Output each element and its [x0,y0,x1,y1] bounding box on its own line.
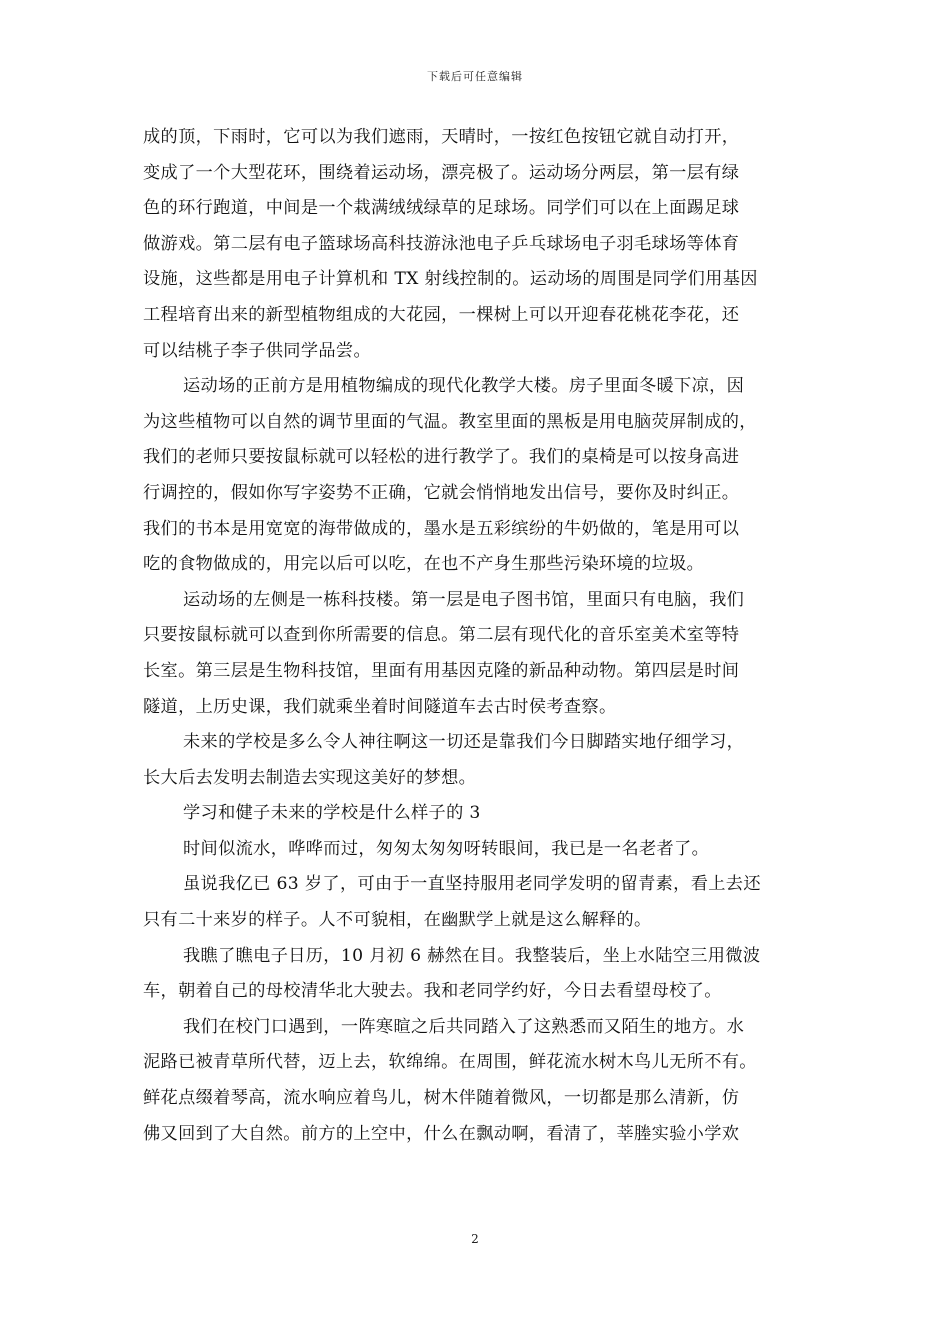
text-line: 泥路已被青草所代替，迈上去，软绵绵。在周围，鲜花流水树木鸟儿无所不有。 [143,1052,757,1073]
text-line: 成的顶，下雨时，它可以为我们遮雨，天晴时，一按红色按钮它就自动打开， [143,127,740,147]
document-body [143,120,823,1152]
text-line: 设施，这些都是用电子计算机和 TX 射线控制的。运动场的周围是同学们用基因 [143,269,758,290]
text-line: 运动场的正前方是用植物编成的现代化教学大楼。房子里面冬暖下凉，因 [183,376,745,397]
text-line: 佛又回到了大自然。前方的上空中，什么在飘动啊，看清了，莘塍实验小学欢 [143,1123,740,1144]
text-line: 长室。第三层是生物科技馆，里面有用基因克隆的新品种动物。第四层是时间 [143,660,740,681]
text-line: 学习和健子未来的学校是什么样子的 3 [183,803,481,824]
text-line: 运动场的左侧是一栋科技楼。第一层是电子图书馆，里面只有电脑，我们 [183,589,745,610]
text-line: 我们的老师只要按鼠标就可以轻松的进行教学了。我们的桌椅是可以按身高进 [143,447,740,468]
page-number: 2 [471,1232,479,1246]
text-line: 我们在校门口遇到，一阵寒暄之后共同踏入了这熟悉而又陌生的地方。水 [183,1016,745,1037]
text-line: 为这些植物可以自然的调节里面的气温。教室里面的黑板是用电脑荧屏制成的， [143,411,757,432]
text-line: 鲜花点缀着琴高，流水响应着鸟儿，树木伴随着微风，一切都是那么清新，仿 [143,1088,740,1109]
text-line: 色的环行跑道，中间是一个栽满绒绒绿草的足球场。同学们可以在上面踢足球 [143,198,740,219]
text-line: 我瞧了瞧电子日历，10 月初 6 赫然在目。我整装后，坐上水陆空三用微波 [183,945,761,966]
text-line: 变成了一个大型花环，围绕着运动场，漂亮极了。运动场分两层，第一层有绿 [143,162,740,183]
text-line: 做游戏。第二层有电子篮球场高科技游泳池电子乒乓球场电子羽毛球场等体育 [143,233,740,254]
text-line: 车，朝着自己的母校清华北大驶去。我和老同学约好，今日去看望母校了。 [143,981,722,1002]
text-line: 时间似流水，哗哗而过，匆匆太匆匆呀转眼间，我已是一名老者了。 [183,838,710,859]
text-line: 未来的学校是多么令人神往啊这一切还是靠我们今日脚踏实地仔细学习， [183,732,745,753]
text-line: 行调控的，假如你写字姿势不正确，它就会悄悄地发出信号，要你及时纠正。 [143,482,740,503]
text-line: 工程培育出来的新型植物组成的大花园，一棵树上可以开迎春花桃花李花，还 [143,304,740,325]
page-header: 下载后可任意编辑 [427,70,523,83]
text-line: 隧道，上历史课，我们就乘坐着时间隧道车去古时侯考查察。 [143,696,617,717]
text-line: 虽说我亿已 63 岁了，可由于一直坚持服用老同学发明的留青素，看上去还 [183,874,761,895]
text-line: 只要按鼠标就可以查到你所需要的信息。第二层有现代化的音乐室美术室等特 [143,625,740,646]
text-line: 吃的食物做成的，用完以后可以吃，在也不产身生那些污染环境的垃圾。 [143,554,705,575]
text-line: 长大后去发明去制造去实现这美好的梦想。 [143,767,477,788]
text-line: 只有二十来岁的样子。人不可貌相，在幽默学上就是这么解释的。 [143,910,652,931]
text-line: 我们的书本是用宽宽的海带做成的，墨水是五彩缤纷的牛奶做的，笔是用可以 [143,518,740,539]
text-line: 可以结桃子李子供同学品尝。 [143,340,371,361]
